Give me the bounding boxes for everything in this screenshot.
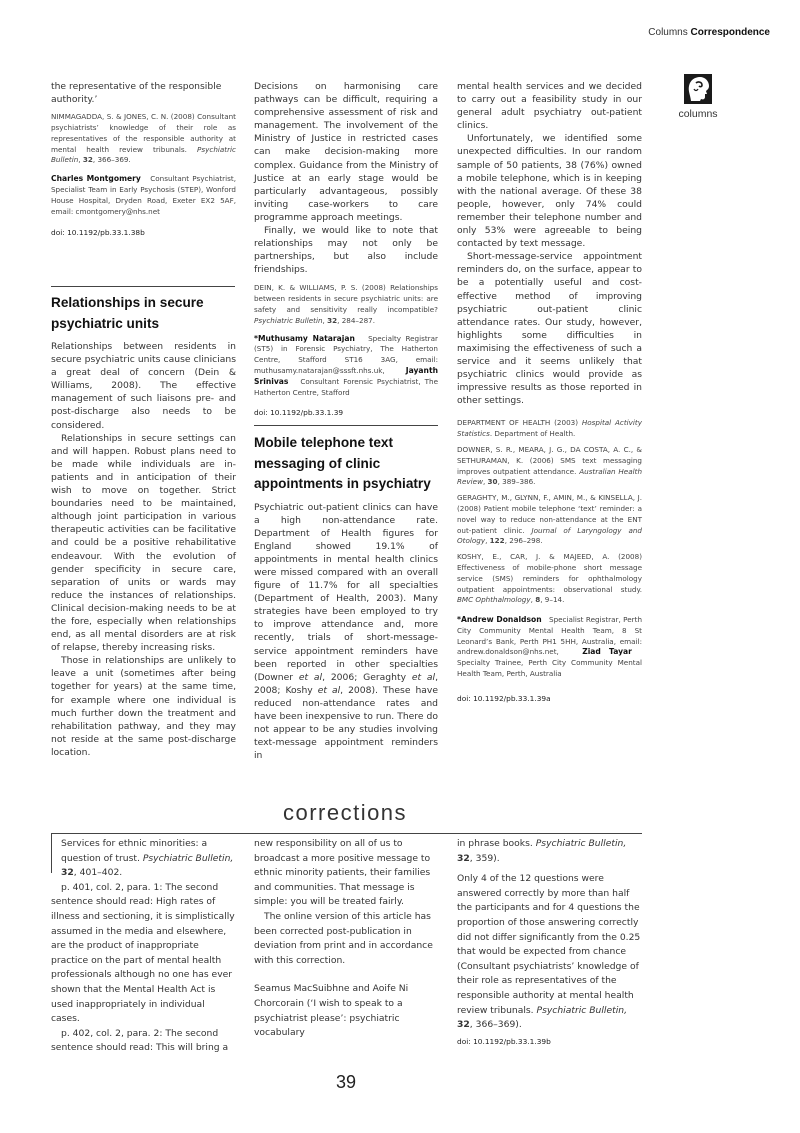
paragraph: Psychiatric out-patient clinics can have a high non-attendance rate. Department of Health figures for England showed 19.1% of appointments in mental health clinics were missed compared with an overall figure of 11.7% for all specialties (Department of Health, 2003). Many strategies have been employed to try to improve attendance and, more recently, trials of short-message-service appointment reminders have been reported in other specialties (Downer et al, 2006; Geraghty et al, 2008; Koshy et al, 2008). These have reduced non-attendance rates and have been inexpensive to run. There do not appear to be any studies involving text-message appointment reminders in xyxy=(254,501,439,762)
author-signature: Charles Montgomery Consultant Psychiatrist, Specialist Team in Early Psychosis (STEP), Wonford House Hospital, Dryden Road, Exeter EX2 5AF, email: cmontgomery@nhs.net xyxy=(51,174,236,216)
doi: doi: 10.1192/pb.33.1.39 xyxy=(254,408,344,418)
reference: NIMMAGADDA, S. & JONES, C. N. (2008) Consultant psychiatrists’ knowledge of their role as representatives of the responsible authority at mental health review tribunals. Psychiatric Bulletin, 32, 366–369. xyxy=(51,112,236,165)
running-header xyxy=(648,27,770,38)
reference: DEPARTMENT OF HEALTH (2003) Hospital Activity Statistics. Department of Health. xyxy=(457,418,642,439)
paragraph: new responsibility on all of us to broadcast a more positive message to ethnic minority patients, their families and communities. That message is simple: you will be treated fairly. xyxy=(254,838,431,908)
paragraph: p. 402, col. 2, para. 2: The second sentence should read: This will bring a xyxy=(51,1027,229,1054)
author-signature: *Muthusamy Natarajan Specialty Registrar (ST5) in Forensic Psychiatry, The Hatherton Centre, Stafford ST16 3AG, email: muthusamy.natarajan@sssft.nhs.uk, Jayanth Srinivas Consultant Forensic Psychiatrist, The Hatherton Centre, Stafford xyxy=(254,333,438,397)
correction-citation: Services for ethnic minorities: a question of trust. Psychiatric Bulletin, 32, 401–402. xyxy=(61,838,234,879)
reference: DOWNER, S. R., MEARA, J. G., DA COSTA, A. C., & SETHURAMAN, K. (2006) SMS text messaging improves outpatient attendance. Australian Health Review, 30, 389–386. xyxy=(457,444,642,487)
corrections-rule xyxy=(51,833,642,834)
header-subsection: Correspondence xyxy=(690,27,770,38)
column-3 xyxy=(457,80,642,705)
paragraph: Finally, we would like to note that relationships may not only be partnerships, but also include friendships. xyxy=(254,225,438,276)
article-heading: Mobile telephone text messaging of clinic appointments in psychiatry xyxy=(254,435,431,491)
doi: doi: 10.1192/pb.33.1.39a xyxy=(457,693,551,703)
paragraph: in phrase books. Psychiatric Bulletin, 32, 359). xyxy=(457,838,627,864)
column-1 xyxy=(51,80,236,239)
paragraph: Relationships between residents in secure psychiatric units cause clinicians a great deal of concern (Dein & Williams, 2008). The effective management of such liaisons pre- and post-discharge also needs to be considered. xyxy=(51,341,236,431)
paragraph: Short-message-service appointment reminders do, on the surface, appear to be a potentially useful and cost-effective method of improving psychiatric out-patient clinic attendance rates. Our study, however, highlights some difficulties in maximising the effectiveness of such a service and it seems unlikely that psychiatric clinics would provide as impressive results as those reported in other settings. xyxy=(457,251,642,407)
author-name: *Muthusamy Natarajan xyxy=(254,333,355,343)
paragraph: Only 4 of the 12 questions were answered correctly by more than half the participants and for 4 questions the proportion of those answering correctly did not differ significantly from the 0.25 that would be expected from chance (Consultant psychiatrists’ knowledge of their role as representatives of the responsible authority at mental health review tribunals. Psychiatric Bulletin, 32, 366–369). xyxy=(457,873,641,1031)
header-section: Columns xyxy=(648,27,688,38)
paragraph: The online version of this article has been corrected post-publication in deviation from print and in accordance with this correction. xyxy=(254,910,433,966)
paragraph: Those in relationships are unlikely to leave a unit (sometimes after being together for years) at the same time, for example where one individual is much further down the treatment and rehabilitation pathway, and they may not reside at the same post-discharge location. xyxy=(51,655,236,758)
corrections-column-2 xyxy=(254,837,440,1041)
intro-text: the representative of the responsible authority.’ xyxy=(51,81,222,106)
article-heading: Relationships in secure psychiatric units xyxy=(51,295,204,331)
head-profile-icon xyxy=(684,74,712,104)
author-name: Ziad Tayar xyxy=(582,647,632,657)
page-number: 39 xyxy=(335,1072,357,1092)
reference: KOSHY, E., CAR, J. & MAJEED, A. (2008) Effectiveness of mobile-phone short message service (SMS) reminders for ophthalmology outpatient appointments: observational study. BMC Ophthalmology, 8, 9–14. xyxy=(457,552,642,605)
paragraph: Seamus MacSuibhne and Aoife Ni Chorcorain (‘I wish to speak to a psychiatrist please’: psychiatric vocabulary xyxy=(254,983,409,1039)
section-rule xyxy=(51,286,235,287)
reference: DEIN, K. & WILLIAMS, P. S. (2008) Relationships between residents in secure psychiatric units: are safety and sensitivity really incompatible? Psychiatric Bulletin, 32, 284–287. xyxy=(254,283,438,325)
corrections-title: corrections xyxy=(282,800,408,825)
author-signature: *Andrew Donaldson Specialist Registrar, Perth City Community Mental Health Team, 8 St Leonard’s Bank, Perth PH1 5HH, Australia, email: andrew.donaldson@nhs.net, Ziad Tayar Specialty Trainee, Perth City Community Mental Health Team, Perth, Australia xyxy=(457,615,643,679)
author-name: *Andrew Donaldson xyxy=(457,615,542,625)
section-rule xyxy=(254,425,438,426)
column-2-article xyxy=(254,433,438,762)
paragraph: p. 401, col. 2, para. 1: The second sentence should read: High rates of illness and sectioning, it is simplistically assumed in the media and elsewhere, are the product of inappropriate practice on the part of mental health professionals although no one has ever shown that the Mental Health Act is used inappropriately in individual cases. xyxy=(51,881,235,1025)
doi: doi: 10.1192/pb.33.1.38b xyxy=(51,228,145,238)
paragraph: Decisions on harmonising care pathways can be difficult, requiring a comprehensive assessment of risk and management. The involvement of the Ministry of Justice in restricted cases can make decision-making more complex. Guidance from the Ministry of Justice at an early stage would be particularly advantageous, possibly inviting case-workers to care programme approach meetings. xyxy=(254,81,438,223)
paragraph: mental health services and we decided to carry out a feasibility study in our general adult psychiatry out-patient clinics. xyxy=(457,81,642,132)
reference: GERAGHTY, M., GLYNN, F., AMIN, M., & KINSELLA, J. (2008) Patient mobile telephone ‘text’ reminder: a novel way to reduce non-attendance at the ENT out-patient clinic. Journal of Laryngology and Otology, 122, 296–298. xyxy=(457,493,642,546)
paragraph: Unfortunately, we identified some unexpected difficulties. In our random sample of 50 patients, 38 (76%) owned a mobile telephone, which is in keeping with the national average. Of these 38 people, however, only 74% could remember their telephone number and only 53% were agreeable to being contacted by text message. xyxy=(457,133,642,250)
author-name: Jayanth Srinivas xyxy=(254,365,438,386)
corrections-column-3 xyxy=(457,837,642,1049)
corrections-column-1 xyxy=(51,837,236,1056)
author-name: Charles Montgomery xyxy=(51,174,141,184)
logo-label: columns xyxy=(678,108,718,120)
paragraph: Relationships in secure settings can and will happen. Robust plans need to be made while individuals are in-patients and in anticipation of their wish to move on together. Strict boundaries need to be maintained, although joint participation in various therapeutic activities can be facilitative and could be a positive rehabilitative endeavour. With the evolution of gender specificity in secure care, separation of units or wards may reduce the instances of relationships. Clinical decision-making needs to be at the fore, especially when relationships end, as all mental disorders are at risk of relapse, thereby increasing risks. xyxy=(51,432,236,654)
doi: doi: 10.1192/pb.33.1.39b xyxy=(457,1036,551,1046)
column-1-article xyxy=(51,293,236,759)
column-2 xyxy=(254,80,438,419)
columns-logo xyxy=(668,74,728,120)
